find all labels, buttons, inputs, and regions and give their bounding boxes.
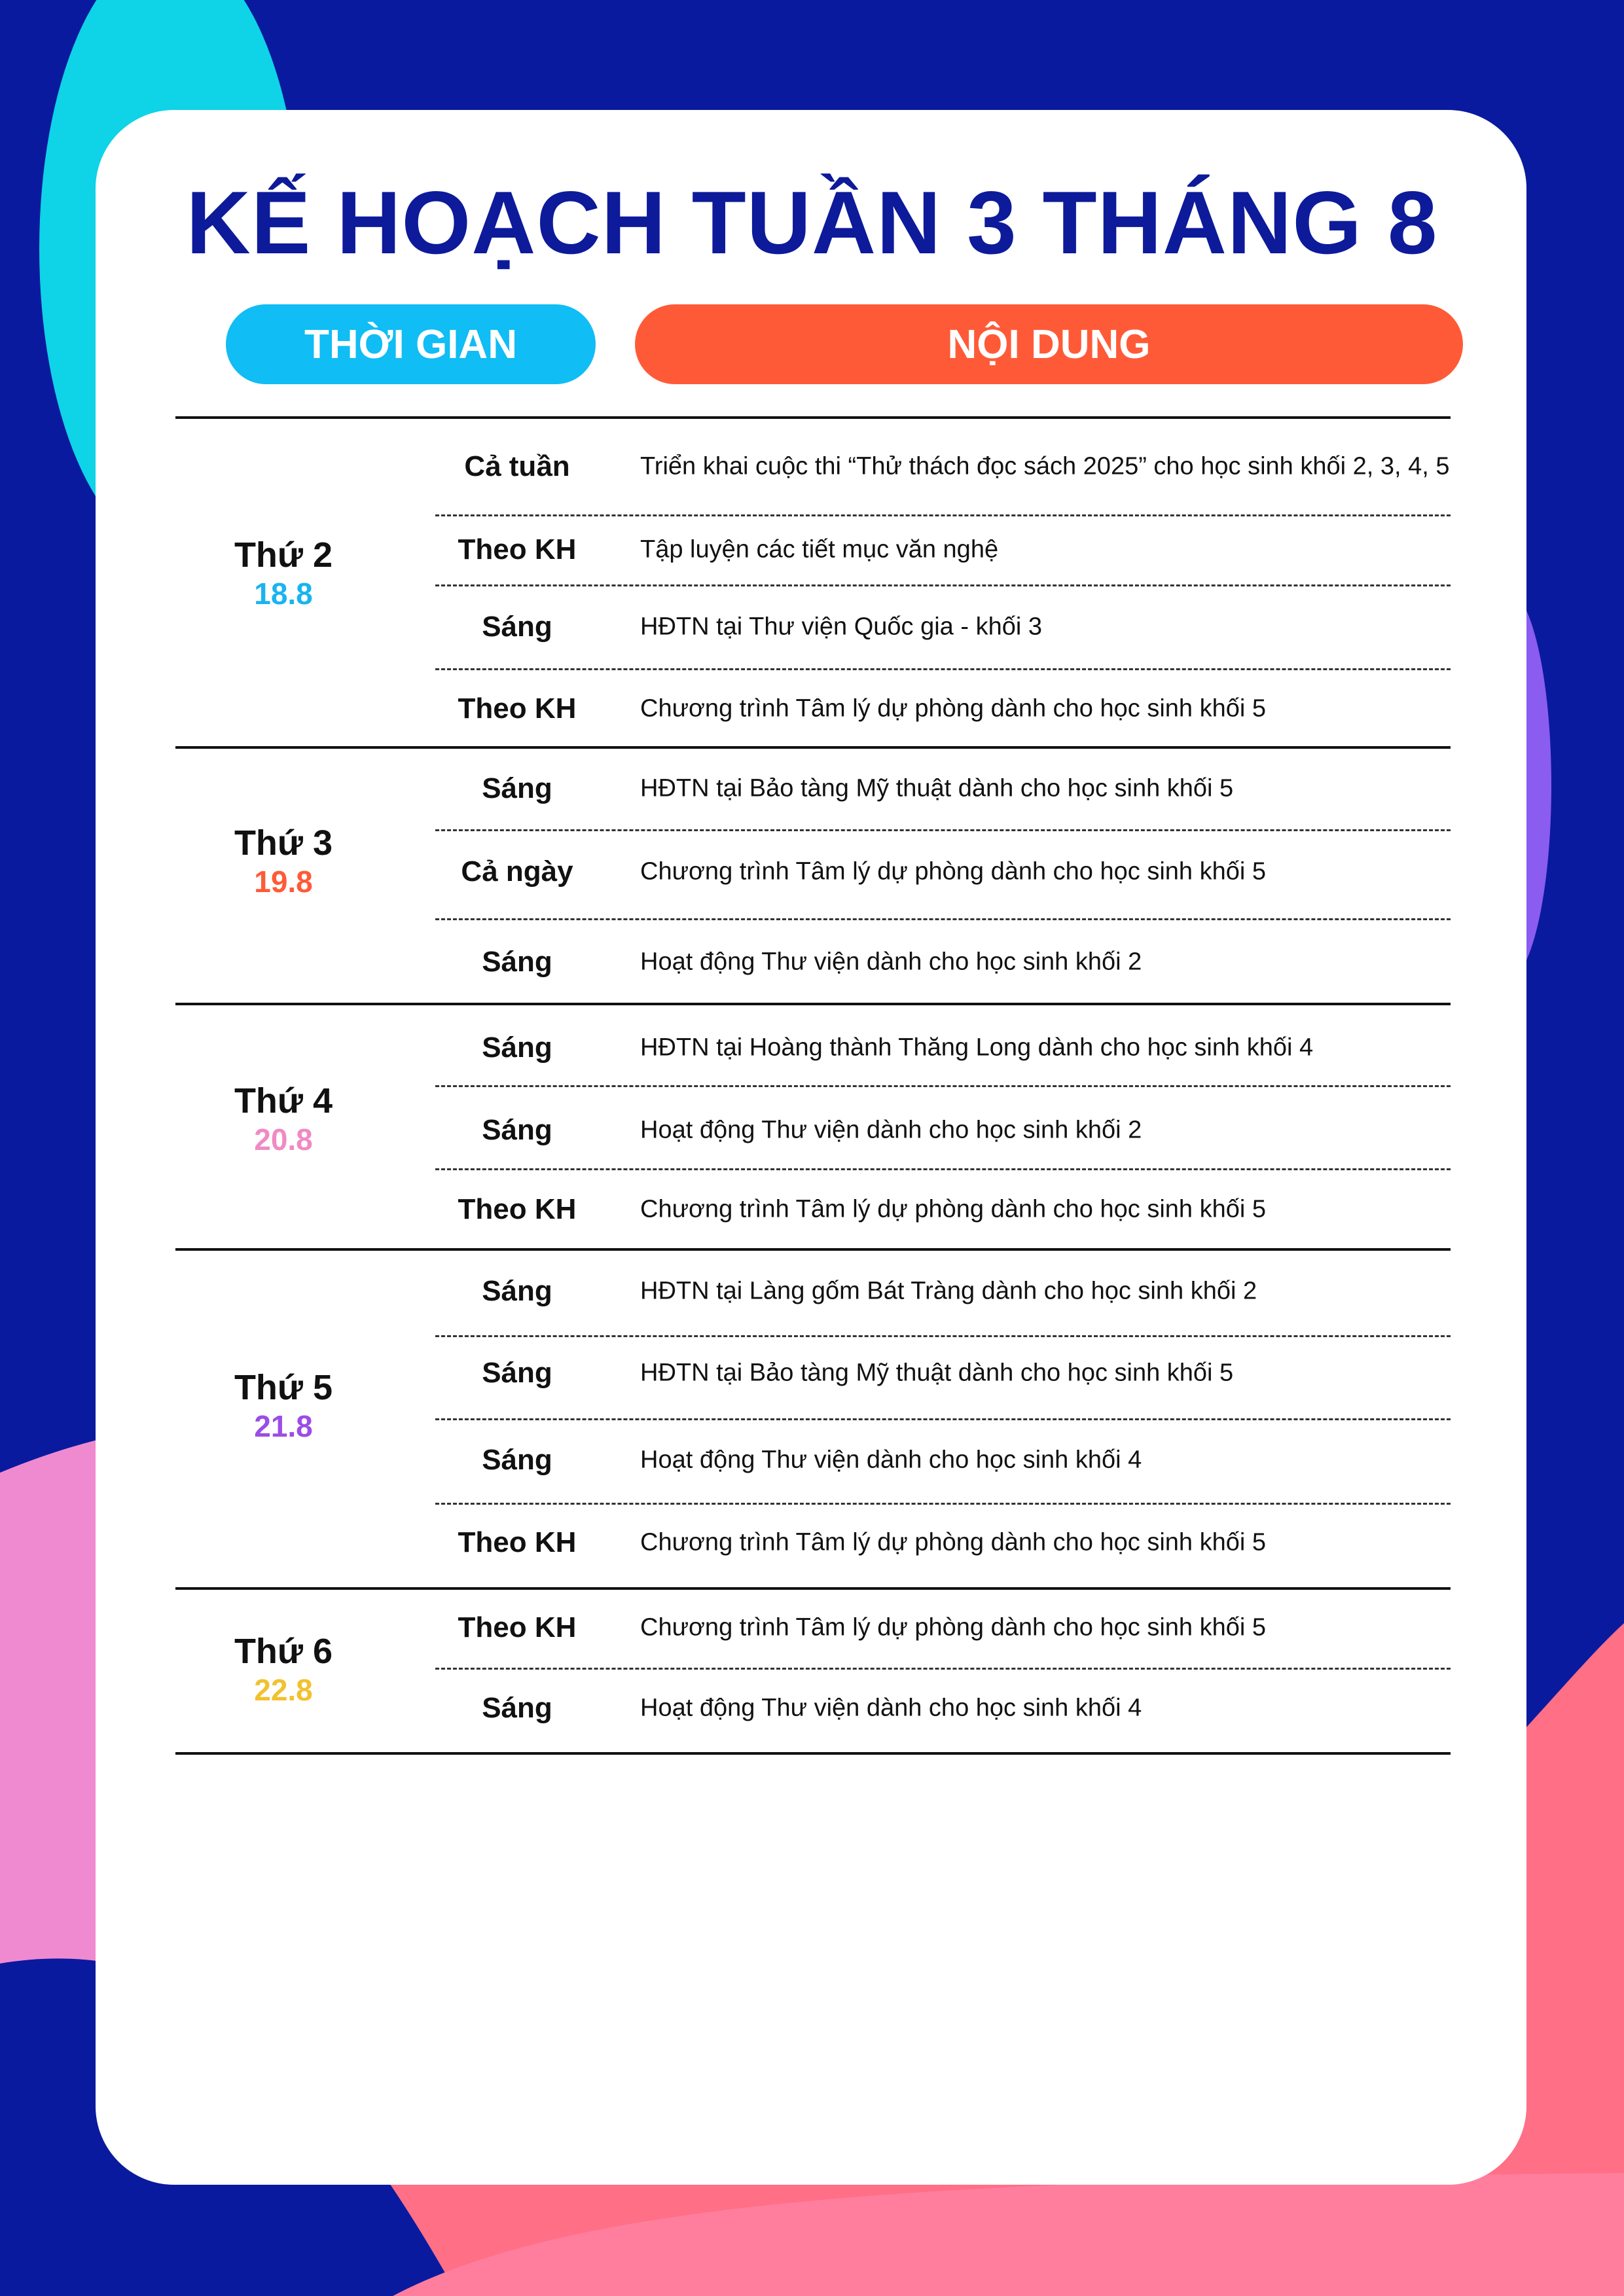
day-date: 21.8 — [254, 1409, 313, 1443]
activity-time: Sáng — [482, 946, 552, 978]
content-header: NỘI DUNG — [635, 304, 1463, 384]
activity-time: Theo KH — [458, 1193, 577, 1225]
day-name: Thứ 6 — [234, 1632, 333, 1671]
activity-content: Chương trình Tâm lý dự phòng dành cho học sinh khối 5 — [640, 1528, 1266, 1556]
activity-time: Sáng — [482, 1275, 552, 1307]
day-name: Thứ 2 — [234, 535, 333, 575]
time-header: THỜI GIAN — [226, 304, 596, 384]
section-divider — [175, 1752, 1451, 1755]
day-label — [175, 535, 391, 613]
section-divider — [175, 1003, 1451, 1005]
row-divider — [435, 668, 1451, 670]
day-label — [175, 823, 391, 901]
day-date: 19.8 — [254, 865, 313, 899]
activity-time: Sáng — [482, 772, 552, 804]
row-divider — [435, 1085, 1451, 1087]
row-divider — [435, 584, 1451, 586]
activity-content: Hoạt động Thư viện dành cho học sinh khối 4 — [640, 1694, 1142, 1722]
activity-content: Chương trình Tâm lý dự phòng dành cho học sinh khối 5 — [640, 1195, 1266, 1223]
activity-content: HĐTN tại Bảo tàng Mỹ thuật dành cho học sinh khối 5 — [640, 1359, 1234, 1387]
row-divider — [435, 1168, 1451, 1170]
row-divider — [435, 1668, 1451, 1670]
activity-content: HĐTN tại Hoàng thành Thăng Long dành cho học sinh khối 4 — [640, 1033, 1314, 1062]
activity-content: Hoạt động Thư viện dành cho học sinh khối 2 — [640, 948, 1142, 976]
day-date: 22.8 — [254, 1673, 313, 1707]
activity-time: Sáng — [482, 1692, 552, 1724]
activity-time: Theo KH — [458, 1526, 577, 1558]
activity-content: Chương trình Tâm lý dự phòng dành cho học sinh khối 5 — [640, 1613, 1266, 1641]
page-title: KẾ HOẠCH TUẦN 3 THÁNG 8 — [186, 173, 1438, 272]
activity-content: Chương trình Tâm lý dự phòng dành cho học sinh khối 5 — [640, 694, 1266, 723]
activity-time: Theo KH — [458, 533, 577, 565]
activity-content: Hoạt động Thư viện dành cho học sinh khối 4 — [640, 1446, 1142, 1474]
day-label — [175, 1081, 391, 1158]
activity-time: Cả tuần — [464, 450, 570, 482]
activity-time: Sáng — [482, 1444, 552, 1476]
activity-content: HĐTN tại Bảo tàng Mỹ thuật dành cho học sinh khối 5 — [640, 774, 1234, 802]
row-divider — [435, 514, 1451, 516]
day-date: 18.8 — [254, 577, 313, 611]
section-divider — [175, 1248, 1451, 1251]
activity-time: Sáng — [482, 1114, 552, 1146]
activity-time: Cả ngày — [461, 855, 573, 888]
day-name: Thứ 5 — [234, 1368, 333, 1407]
day-name: Thứ 4 — [234, 1081, 333, 1121]
activity-time: Sáng — [482, 611, 552, 643]
activity-content: Hoạt động Thư viện dành cho học sinh khối 2 — [640, 1116, 1142, 1144]
activity-content: Triển khai cuộc thi “Thử thách đọc sách 2025” cho học sinh khối 2, 3, 4, 5 — [640, 452, 1450, 480]
activity-time: Theo KH — [458, 1611, 577, 1643]
section-divider — [175, 746, 1451, 749]
day-label — [175, 1632, 391, 1709]
activity-time: Sáng — [482, 1357, 552, 1389]
section-divider — [175, 1587, 1451, 1590]
row-divider — [435, 1503, 1451, 1505]
activity-content: HĐTN tại Thư viện Quốc gia - khối 3 — [640, 613, 1042, 641]
day-name: Thứ 3 — [234, 823, 333, 863]
activity-time: Sáng — [482, 1031, 552, 1064]
activity-content: HĐTN tại Làng gốm Bát Tràng dành cho học sinh khối 2 — [640, 1277, 1257, 1305]
day-date: 20.8 — [254, 1122, 313, 1157]
row-divider — [435, 1335, 1451, 1337]
row-divider — [435, 1418, 1451, 1420]
activity-time: Theo KH — [458, 692, 577, 725]
day-label — [175, 1368, 391, 1445]
activity-content: Chương trình Tâm lý dự phòng dành cho học sinh khối 5 — [640, 857, 1266, 886]
row-divider — [435, 918, 1451, 920]
activity-content: Tập luyện các tiết mục văn nghệ — [640, 535, 999, 564]
section-divider — [175, 416, 1451, 419]
row-divider — [435, 829, 1451, 831]
